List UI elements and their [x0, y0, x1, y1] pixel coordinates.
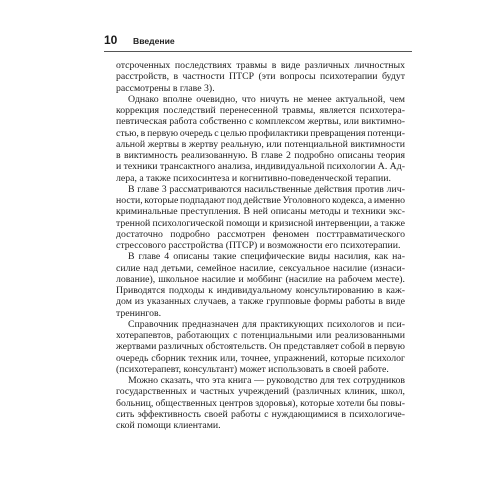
text-line-content: Справочник предназначен для практикующих психологов и пси-	[128, 318, 405, 330]
text-line-content: ности, которые подпадают под действие Уголовного кодекса, а именно	[116, 195, 405, 206]
paragraph	[116, 375, 405, 431]
text-line	[116, 353, 405, 364]
text-line-content: ской помощи клиентами.	[116, 420, 221, 431]
text-line	[116, 229, 405, 240]
text-line-content: стрессового расстройства (ПТСР) и возможности его психотерапии.	[116, 240, 401, 251]
text-line	[116, 173, 405, 184]
text-line-content: рассмотрены в главе 3).	[116, 82, 215, 94]
text-line-content: государственных и частных учреждений (различных клиник, школ,	[116, 386, 405, 398]
text-line	[116, 285, 405, 296]
text-line	[116, 330, 405, 341]
text-line	[116, 341, 405, 352]
text-line-content: Приводятся подходы к индивидуальному консультированию в каж-	[116, 285, 405, 296]
text-line-content: Однако вполне очевидно, что ничуть не менее актуальной, чем	[128, 93, 405, 105]
text-line-content: стью, в первую очередь с целью профилактики превращения потенци-	[116, 127, 405, 139]
text-line-content: достаточно подробно рассмотрен феномен посттравматического	[116, 228, 405, 240]
text-line-content: сить эффективность своей работы с нуждающимися в психологиче-	[116, 408, 405, 420]
text-line	[116, 364, 405, 375]
paragraph	[116, 60, 405, 94]
text-line	[116, 319, 405, 330]
text-line	[116, 139, 405, 150]
text-line-content: криминальные преступления. В ней описаны методы и техники экс-	[116, 206, 405, 218]
text-line	[116, 60, 405, 71]
text-line	[116, 386, 405, 397]
paragraph	[116, 184, 405, 252]
text-line	[116, 409, 405, 420]
text-line	[116, 195, 405, 206]
text-line	[116, 116, 405, 127]
text-line	[116, 161, 405, 172]
text-line	[116, 218, 405, 229]
text-line-content: певтическая работа собственно с комплексом жертвы, или виктимно-	[116, 116, 405, 128]
paragraph	[116, 251, 405, 319]
text-line	[116, 308, 405, 319]
running-header-title: Введение	[133, 36, 175, 46]
text-line	[116, 83, 405, 94]
paragraph	[116, 94, 405, 184]
page-number: 10	[104, 33, 118, 47]
text-line-content: жертвами различных обстоятельств. Он представляет собой в первую	[116, 341, 405, 353]
text-line	[116, 274, 405, 285]
paragraph	[116, 319, 405, 375]
text-line	[116, 398, 405, 409]
text-line-content: лера, а также психосинтеза и когнитивно-поведенческой терапии.	[116, 172, 391, 184]
text-line-content: очередь сборник техник или, точнее, упражнений, которые психолог	[116, 352, 405, 364]
text-line	[116, 105, 405, 116]
text-line	[116, 420, 405, 431]
text-line-content: тренной психологической помощи и кризисной интервенции, а также	[116, 217, 405, 229]
text-line	[116, 375, 405, 386]
text-line	[116, 150, 405, 161]
text-line-content: в виктимность реализованную. В главе 2 подробно описаны теория	[116, 150, 405, 161]
text-line-content: (психотерапевт, консультант) может использовать в своей работе.	[116, 363, 389, 375]
text-line	[116, 184, 405, 195]
header-rule	[104, 51, 412, 52]
text-line-content: и техники трансактного анализа, индивидуальной психологии А. Ад-	[116, 161, 405, 173]
text-line-content: силие над детьми, семейное насилие, сексуальное насилие (изнаси-	[116, 262, 405, 274]
body-text	[116, 60, 405, 431]
text-line	[116, 251, 405, 262]
text-line	[116, 263, 405, 274]
text-line	[116, 128, 405, 139]
text-line-content: отсроченных последствиях травмы в виде различных личностных	[116, 60, 405, 71]
text-line-content: тренингов.	[116, 307, 162, 319]
text-line-content: хотерапевтов, работающих с потенциальными или реализованными	[116, 330, 405, 341]
text-line	[116, 296, 405, 307]
text-line-content: Можно сказать, что эта книга — руководство для тех сотрудников	[128, 375, 405, 386]
text-line	[116, 240, 405, 251]
text-line-content: лование), школьное насилие и моббинг (насилие на рабочем месте).	[116, 273, 405, 285]
text-line-content: В главе 3 рассматриваются насильственные действия против лич-	[128, 183, 405, 195]
text-line	[116, 71, 405, 82]
text-line-content: расстройств, в частности ПТСР (эти вопросы психотерапии будут	[116, 71, 405, 83]
text-line-content: больниц, общественных центров здоровья), которые хотели бы повы-	[116, 397, 405, 409]
text-line	[116, 94, 405, 105]
text-line-content: дом из указанных случаев, а также групповые формы работы в виде	[116, 296, 405, 308]
text-line-content: альной жертвы в жертву реальную, или потенциальной виктимности	[116, 138, 405, 150]
text-line-content: коррекция последствий перенесенной травмы, является психотера-	[116, 105, 405, 116]
text-line-content: В главе 4 описаны такие специфические виды насилия, как на-	[128, 251, 405, 263]
text-line	[116, 206, 405, 217]
